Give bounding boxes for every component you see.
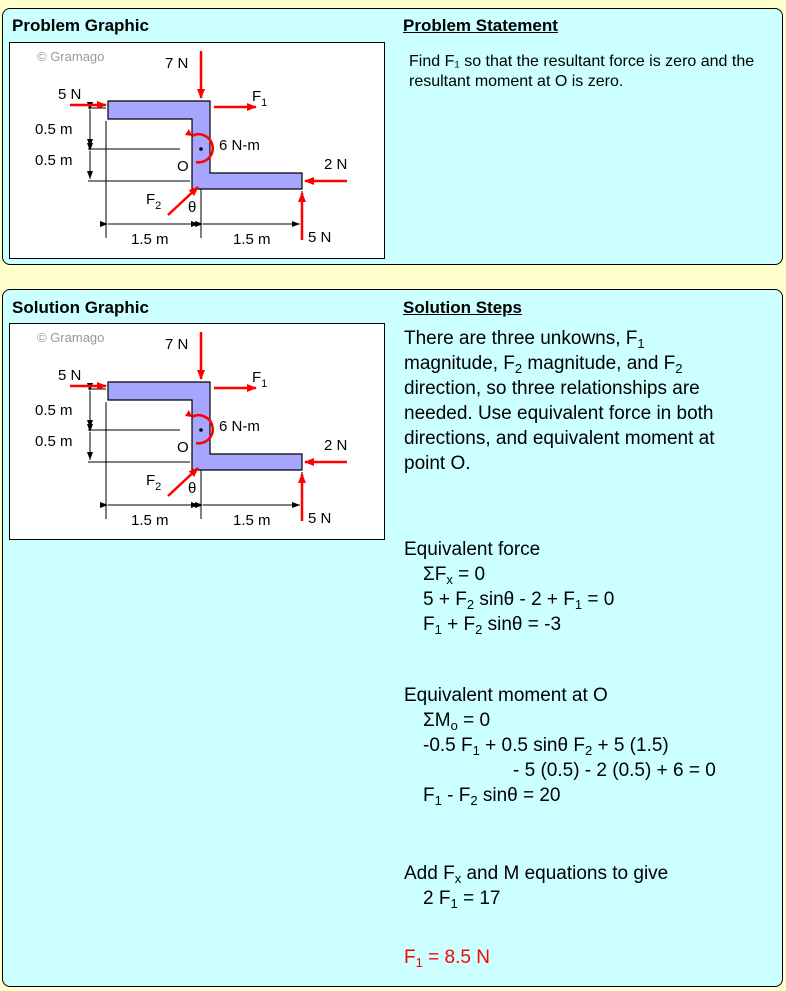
intro-line-2: magnitude, $F_2$ magnitude, and $F_2$ (404, 353, 683, 376)
label-dim-15-right: 1.5 m (233, 512, 271, 529)
intro-line-3: direction, so three relationships are (404, 378, 700, 399)
equivalent-force-block (404, 537, 614, 637)
label-dim-05-bottom: 0.5 m (35, 433, 73, 450)
label-2n: 2 N (324, 156, 348, 173)
label-5n-left: 5 N (58, 367, 82, 384)
label-dim-15-left: 1.5 m (131, 231, 169, 248)
solution-graphic-title: Solution Graphic (12, 298, 149, 317)
z-shaped-body (108, 382, 302, 470)
final-answer: $F_1 = 8.5$ N (404, 947, 490, 970)
moment-eq-2: -0.5 $F_1 + 0.5$ sinθ $F_2 + 5$ (1.5) (423, 735, 669, 758)
combine-line-2: 2 $F_1 = 17$ (423, 888, 501, 911)
intro-line-1: There are three unkowns, $F_1$ (404, 328, 645, 351)
combine-block (404, 861, 668, 911)
equivalent-force-heading: Equivalent force (404, 539, 541, 560)
solution-figure (10, 324, 386, 541)
watermark: © Gramago (37, 49, 105, 64)
problem-statement: Find F₁ so that the resultant force is zero and the resultant moment at O is zero. (409, 53, 755, 90)
label-2n: 2 N (324, 437, 348, 454)
moment-eq-1: $\Sigma M_o = 0$ (423, 710, 491, 733)
label-o: O (177, 439, 189, 456)
problem-graphic (9, 42, 385, 259)
moment-eq-4: $F_1 - F_2$ sinθ = 20 (423, 785, 561, 808)
label-7n: 7 N (165, 336, 189, 353)
label-dim-05-top: 0.5 m (35, 121, 73, 138)
equivalent-moment-block (404, 683, 716, 808)
label-theta: θ (188, 199, 197, 216)
intro-line-6: point O. (404, 453, 471, 474)
problem-statement-title: Problem Statement (403, 16, 558, 35)
problem-figure (10, 43, 386, 260)
label-dim-05-bottom: 0.5 m (35, 152, 73, 169)
solution-graphic (9, 323, 385, 540)
problem-graphic-title: Problem Graphic (12, 16, 149, 35)
label-6nm: 6 N-m (219, 137, 260, 154)
z-shaped-body (108, 101, 302, 189)
intro-line-4: needed. Use equivalent force in both (404, 403, 714, 424)
label-f2: $F_2$ (146, 472, 162, 493)
force-eq-2: $5 + F_2$ $\sin\theta - 2 + F_1 = 0$ (423, 589, 615, 612)
label-o: O (177, 158, 189, 175)
equivalent-moment-heading: Equivalent moment at O (404, 685, 608, 706)
label-theta: θ (188, 480, 197, 497)
solution-steps-title: Solution Steps (403, 298, 522, 317)
label-5n-left: 5 N (58, 86, 82, 103)
label-5n-bottom: 5 N (308, 510, 332, 527)
label-f1: $F_1$ (252, 369, 268, 390)
intro-line-5: directions, and equivalent moment at (404, 428, 715, 449)
label-7n: 7 N (165, 55, 189, 72)
watermark: © Gramago (37, 330, 105, 345)
force-eq-1: $\Sigma F_x = 0$ (423, 564, 486, 587)
label-6nm: 6 N-m (219, 418, 260, 435)
combine-line-1: Add $F_x$ and M equations to give (404, 863, 669, 886)
label-dim-15-right: 1.5 m (233, 231, 271, 248)
label-dim-05-top: 0.5 m (35, 402, 73, 419)
label-f1: $F_1$ (252, 88, 268, 109)
solution-intro (404, 326, 715, 476)
label-dim-15-left: 1.5 m (131, 512, 169, 529)
label-f2: $F_2$ (146, 191, 162, 212)
force-eq-3: $F_1 + F_2$ sinθ = -3 (423, 614, 562, 637)
moment-eq-3: - 5 (0.5) - 2 (0.5) + 6 = 0 (513, 760, 716, 781)
label-5n-bottom: 5 N (308, 229, 332, 246)
